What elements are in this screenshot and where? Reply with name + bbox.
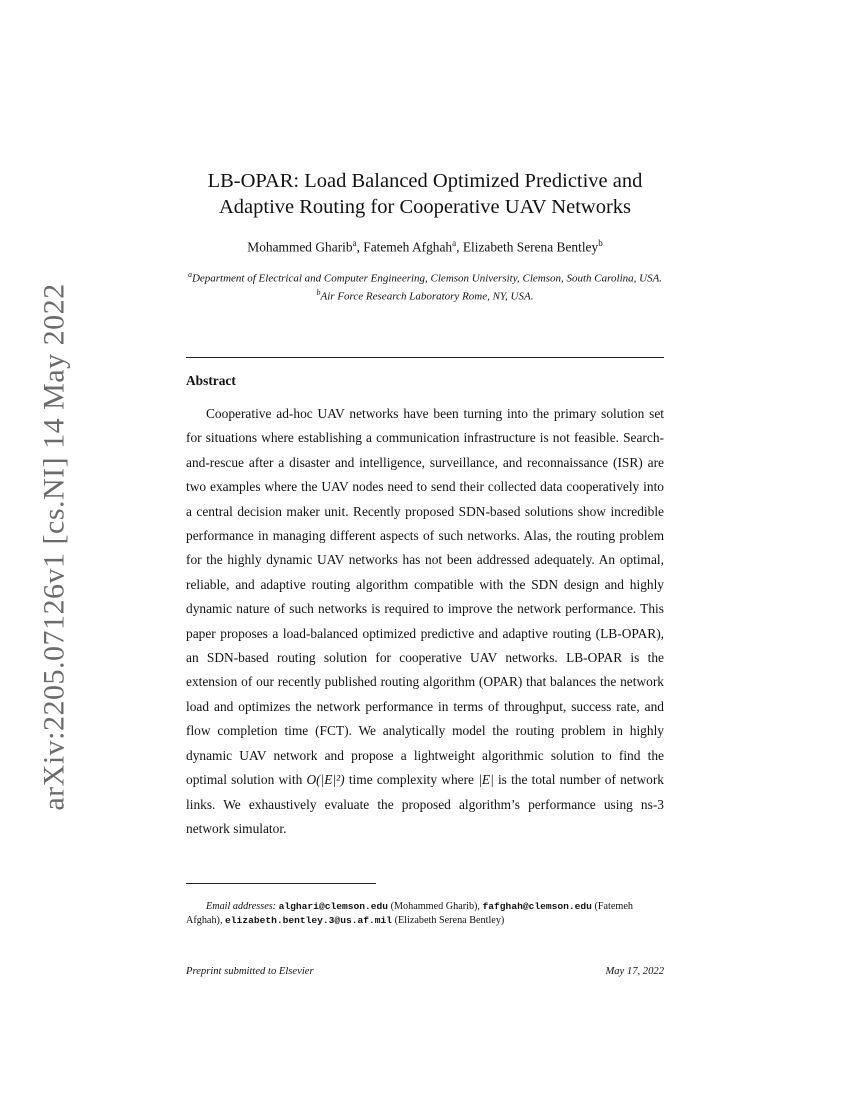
affiliation-text: Air Force Research Laboratory Rome, NY, USA.	[320, 290, 534, 303]
arxiv-identifier-text: arXiv:2205.07126v1 [cs.NI] 14 May 2022	[38, 283, 72, 811]
title-line-1: LB-OPAR: Load Balanced Optimized Predictive and	[207, 170, 643, 192]
author-name: Fatemeh Afghah	[363, 239, 453, 255]
footnote-rule	[186, 883, 376, 884]
author-name: Mohammed Gharib	[247, 239, 353, 255]
abstract-text: Cooperative ad-hoc UAV networks have been turning into the primary solution set for situations where establishing a communication infrastructure is not feasible. Search-and-rescue after a disaster and intelligence, surveillance, and reconnaissance (ISR) are two examples where the UAV nodes need to send their collected data cooperatively into a central decision maker unit. Recently proposed SDN-based solutions show incredible performance in managing different aspects of such networks. Alas, the routing problem for the highly dynamic UAV networks has not been addressed adequately. An optimal, reliable, and adaptive routing algorithm compatible with the SDN design and highly dynamic nature of such networks is required to improve the network performance. This paper proposes a load-balanced optimized predictive and adaptive routing (LB-OPAR), an SDN-based routing solution for cooperative UAV networks. LB-OPAR is the extension of our recently published routing algorithm (OPAR) that balances the network load and optimizes the network performance in terms of throughput, success rate, and flow completion time (FCT). We analytically model the routing problem in highly dynamic UAV network and propose a lightweight algorithmic solution to find the optimal solution with	[186, 406, 664, 788]
author-list	[150, 238, 700, 255]
abstract-top-rule	[186, 357, 664, 358]
abstract-body	[186, 402, 664, 841]
email-link[interactable]: alghari@clemson.edu	[278, 901, 389, 912]
email-owner: (Mohammed Gharib),	[388, 901, 483, 912]
paper-title	[150, 168, 700, 220]
formula-links: |E|	[478, 772, 494, 788]
author-affiliation-mark: b	[598, 238, 603, 248]
abstract-text: time complexity where	[344, 772, 479, 788]
title-line-2: Adaptive Routing for Cooperative UAV Networks	[218, 196, 632, 218]
abstract-text: is the total number of network links. We exhaustively evaluate the proposed algorithm’s performance using ns-3 network simulator.	[186, 772, 664, 836]
email-footnote	[186, 900, 664, 928]
email-link[interactable]: fafghah@clemson.edu	[482, 901, 592, 912]
affiliation-text: Department of Electrical and Computer Engineering, Clemson University, Clemson, South Carolina, USA.	[191, 272, 663, 285]
arxiv-identifier-stamp	[34, 283, 76, 811]
author-name: Elizabeth Serena Bentley	[462, 239, 599, 255]
preprint-note: Preprint submitted to Elsevier	[186, 966, 314, 977]
email-owner: (Fatemeh Afghah),	[186, 901, 633, 926]
author-separator: ,	[456, 239, 463, 255]
affiliation-item	[186, 286, 664, 304]
footer-date: May 17, 2022	[605, 966, 664, 977]
email-link[interactable]: elizabeth.bentley.3@us.af.mil	[225, 915, 393, 926]
footnote-label: Email addresses:	[206, 901, 277, 912]
affiliation-mark: a	[187, 270, 192, 279]
affiliation-mark: b	[316, 287, 321, 297]
author-affiliation-mark: a	[352, 238, 357, 248]
author-separator: ,	[356, 239, 364, 255]
abstract-heading: Abstract	[186, 373, 236, 388]
author-affiliation-mark: a	[452, 238, 457, 248]
formula-complexity: O(|E|²)	[306, 772, 345, 788]
email-owner: (Elizabeth Serena Bentley)	[392, 915, 505, 926]
affiliation-item	[186, 268, 664, 286]
affiliation-list	[186, 268, 664, 303]
